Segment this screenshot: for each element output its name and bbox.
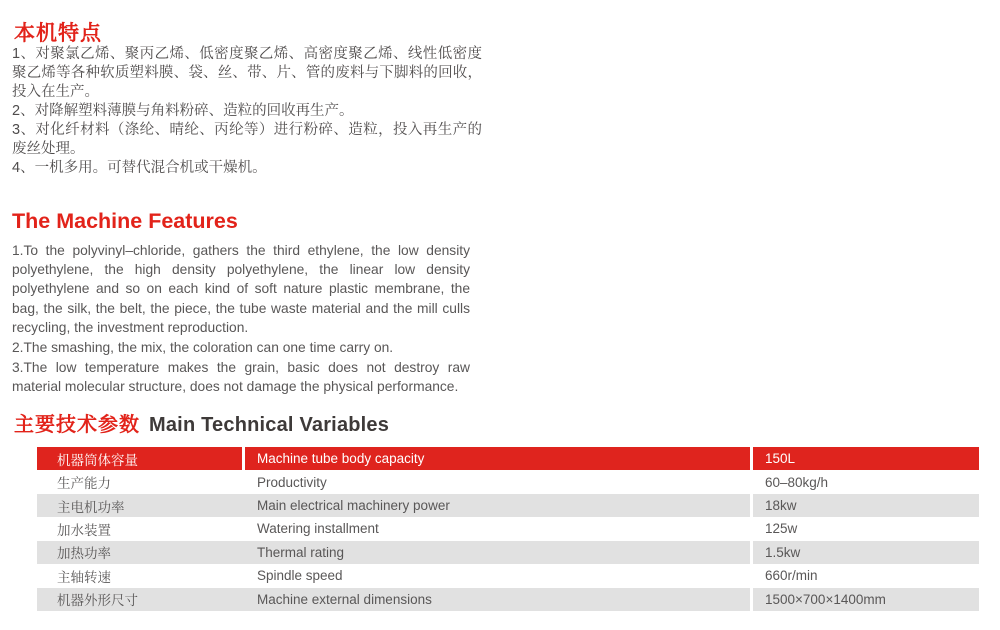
en-feature-item: 1.To the polyvinyl–chloride, gathers the third ethylene, the low density polyethylene, the high density polyethylene, the linear low density polyethylene and so on each kind of soft nature plastic membrane, the bag, the silk, the belt, the piece, the tube waste material and the mill culls recycling, the investment reproduction. xyxy=(12,243,470,335)
cell-value: 1.5kw xyxy=(753,541,979,564)
cell-label-cn: 生产能力 xyxy=(37,470,245,493)
en-feature-list xyxy=(12,241,470,398)
specs-table xyxy=(37,447,979,611)
table-row xyxy=(37,541,979,564)
heading-main-technical-variables xyxy=(14,408,389,437)
table-row xyxy=(37,564,979,587)
cell-label-cn: 机器筒体容量 xyxy=(37,447,245,470)
cell-label-en: Productivity xyxy=(245,470,753,493)
cell-label-en: Thermal rating xyxy=(245,541,753,564)
heading-specs-en: Main Technical Variables xyxy=(149,414,390,436)
heading-machine-features-en: The Machine Features xyxy=(12,209,238,233)
heading-machine-features-cn: 本机特点 xyxy=(14,22,102,45)
cell-label-cn: 加水装置 xyxy=(37,517,245,540)
cn-feature-list xyxy=(12,45,482,178)
heading-specs-cn: 主要技术参数 xyxy=(14,414,140,436)
table-row xyxy=(37,588,979,611)
cell-value: 18kw xyxy=(753,494,979,517)
cell-label-en: Spindle speed xyxy=(245,564,753,587)
cell-value: 125w xyxy=(753,517,979,540)
cn-feature-item: 1、对聚氯乙烯、聚丙乙烯、低密度聚乙烯、高密度聚乙烯、线性低密度聚乙烯等各种软质塑料膜、袋、丝、带、片、管的废料与下脚料的回收，投入在生产。 xyxy=(12,46,482,100)
cell-value: 150L xyxy=(753,447,979,470)
cn-feature-item: 2、对降解塑料薄膜与角料粉碎、造粒的回收再生产。 xyxy=(12,103,354,119)
cell-label-cn: 主轴转速 xyxy=(37,564,245,587)
cell-label-cn: 机器外形尺寸 xyxy=(37,588,245,611)
cell-label-cn: 加热功率 xyxy=(37,541,245,564)
table-row xyxy=(37,494,979,517)
en-feature-item: 2.The smashing, the mix, the coloration can one time carry on. xyxy=(12,340,394,356)
cell-label-en: Machine external dimensions xyxy=(245,588,753,611)
table-row xyxy=(37,517,979,540)
en-feature-item: 3.The low temperature makes the grain, basic does not destroy raw material molecular structure, does not damage the physical performance. xyxy=(12,360,470,395)
cell-label-en: Machine tube body capacity xyxy=(245,447,753,470)
cn-feature-item: 3、对化纤材料（涤纶、晴纶、丙纶等）进行粉碎、造粒，投入再生产的废丝处理。 xyxy=(12,122,482,157)
cell-label-en: Main electrical machinery power xyxy=(245,494,753,517)
cell-label-en: Watering installment xyxy=(245,517,753,540)
cell-value: 1500×700×1400mm xyxy=(753,588,979,611)
cell-value: 660r/min xyxy=(753,564,979,587)
cell-label-cn: 主电机功率 xyxy=(37,494,245,517)
table-row xyxy=(37,470,979,493)
cell-value: 60–80kg/h xyxy=(753,470,979,493)
table-row xyxy=(37,447,979,470)
cn-feature-item: 4、一机多用。可替代混合机或干燥机。 xyxy=(12,160,267,176)
